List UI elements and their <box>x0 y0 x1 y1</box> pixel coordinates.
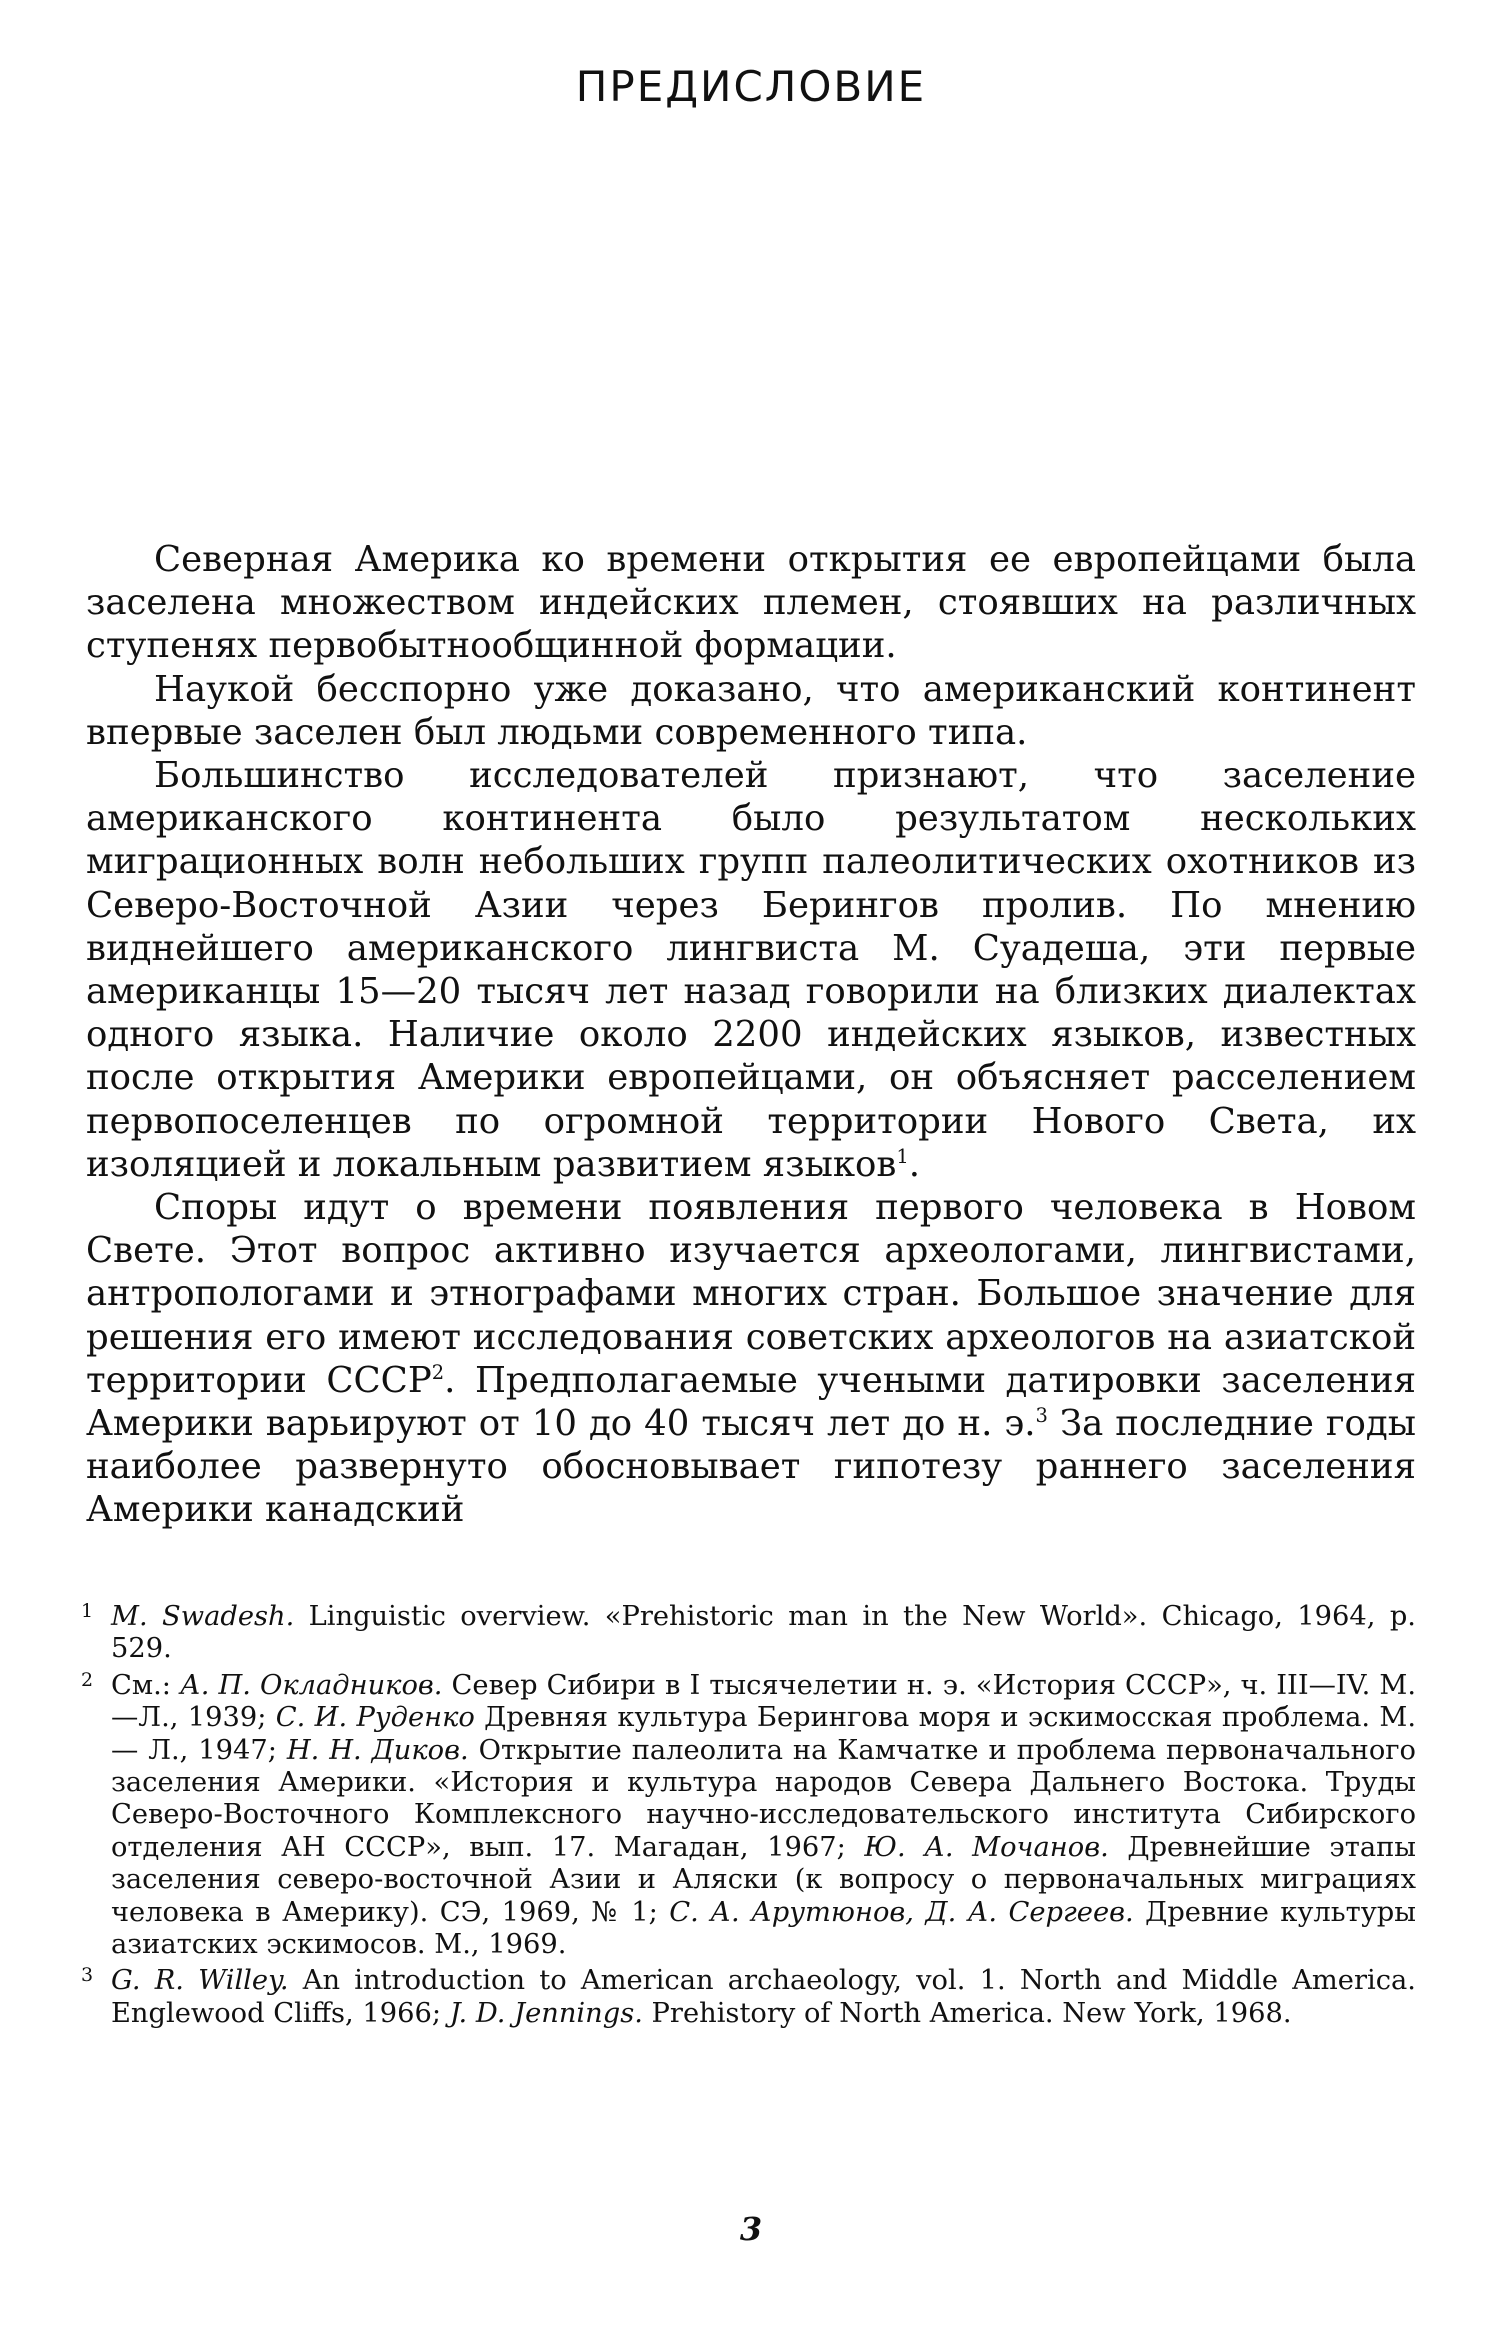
footnote-2-text-3: Древняя культура Берингова моря и эскимосская проблема. М.— Л., 1947; <box>111 1702 1416 1766</box>
footnote-1-text: Linguistic overview. «Prehistoric man in the New World». Chicago, 1964, p. 529. <box>111 1601 1416 1665</box>
footnote-ref-1: 1 <box>896 1145 909 1169</box>
paragraph-3-end: . <box>908 1143 921 1185</box>
paragraph-1: Северная Америка ко времени открытия ее европейцами была заселена множеством индейских племен, стоявших на различных ступенях первобытнообщинной формации. <box>86 539 1416 667</box>
footnote-1-number: 1 <box>81 1600 94 1622</box>
paragraph-3-text: Большинство исследователей признают, что заселение американского континента было результатом нескольких миграционных волн небольших групп палеолитических охотников из Северо-Восточной Азии через Берингов пролив. По мнению виднейшего американского лингвиста М. Суадеша, эти первые американцы 15—20 тысяч лет назад говорили на близких диалектах одного языка. Наличие около 2200 индейских языков, известных после открытия Америки европейцами, он объясняет расселением первопоселенцев по огромной территории Нового Света, их изоляцией и локальным развитием языков <box>86 755 1416 1185</box>
paragraph-2: Наукой бесспорно уже доказано, что американский континент впервые заселен был людьми современного типа. <box>86 668 1416 753</box>
footnote-3-text-1: An introduction to American archaeology, vol. 1. North and Middle America. Englewood Cliffs, 1966; <box>111 1965 1416 2029</box>
footnote-2-author-3: Н. Н. Диков. <box>286 1734 469 1766</box>
footnote-2-text-5: Древнейшие этапы заселения северо-восточной Азии и Аляски (к вопросу о первоначальных миграциях человека в Америку). СЭ, 1969, № 1; <box>111 1831 1417 1928</box>
footnote-ref-3: 3 <box>1035 1404 1048 1428</box>
footnote-2-text-4: Открытие палеолита на Камчатке и проблема первоначального заселения Америки. «История и культура народов Севера Дальнего Востока. Труды Северо-Восточного Комплексного научно-исследовательского института Сибирского отделения АН СССР», вып. 17. Магадан, 1967; <box>111 1734 1416 1863</box>
book-page <box>81 0 1417 2346</box>
footnote-ref-2: 2 <box>431 1361 445 1385</box>
paragraph-3 <box>86 754 1416 1186</box>
footnote-3-number: 3 <box>81 1964 94 1987</box>
footnote-2-author-5: С. А. Арутюнов, Д. А. Сергеев. <box>669 1896 1134 1928</box>
footnote-2-text-1: См.: <box>111 1669 181 1701</box>
footnote-2-text-6: Древние культуры азиатских эскимосов. М., 1969. <box>111 1896 1416 1961</box>
footnote-2-author-2: С. И. Руденко <box>275 1702 475 1734</box>
main-text <box>86 538 1416 1532</box>
footnote-3-author-2: J. D. Jennings. <box>449 1997 643 2029</box>
chapter-title: ПРЕДИСЛОВИЕ <box>575 62 927 111</box>
page-number: 3 <box>739 2210 763 2248</box>
footnote-3-text-2: Prehistory of North America. New York, 1968. <box>642 1997 1292 2029</box>
footnote-2-number: 2 <box>81 1668 94 1691</box>
footnote-2-author-1: А. П. Окладников. <box>180 1669 443 1701</box>
footnote-2 <box>81 1668 1417 1962</box>
footnotes <box>81 1600 1417 2034</box>
paragraph-4-text-c: За последние годы наиболее развернуто обосновывает гипотезу раннего заселения Америки канадский <box>86 1403 1416 1531</box>
paragraph-4 <box>86 1186 1416 1532</box>
footnote-1-author: M. Swadesh. <box>111 1601 295 1632</box>
footnote-3 <box>81 1964 1416 2030</box>
footnote-2-author-4: Ю. А. Мочанов. <box>864 1831 1109 1863</box>
paragraph-4-text-a: Споры идут о времени появления первого человека в Новом Свете. Этот вопрос активно изучается археологами, лингвистами, антропологами и этнографами многих стран. Большое значение для решения его имеют исследования советских археологов на азиатской территории СССР <box>86 1187 1416 1401</box>
footnote-3-author-1: G. R. Willey. <box>111 1965 289 1997</box>
footnote-1 <box>81 1600 1416 1666</box>
paragraph-4-text-b: . Предполагаемые учеными датировки заселения Америки варьируют от 10 до 40 тысяч лет до н. э. <box>86 1359 1416 1445</box>
footnote-2-text-2: Север Сибири в I тысячелетии н. э. «История СССР», ч. III—IV. М.—Л., 1939; <box>111 1669 1416 1734</box>
